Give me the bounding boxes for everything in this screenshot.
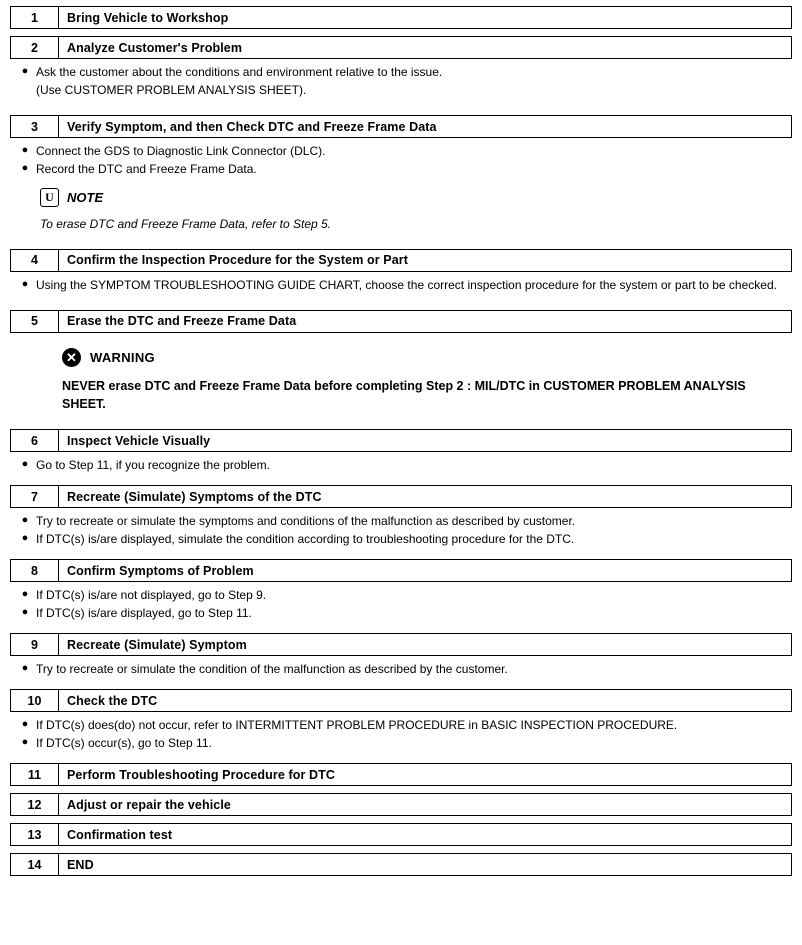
- step-14-title: END: [67, 857, 94, 872]
- step-7-header: [10, 485, 792, 508]
- list-item-text: Go to Step 11, if you recognize the problem.: [36, 458, 270, 473]
- bullet-icon: ●: [21, 736, 29, 749]
- bullet-icon: ●: [21, 458, 29, 471]
- step-5-title: Erase the DTC and Freeze Frame Data: [67, 314, 297, 329]
- step-10: [10, 689, 792, 752]
- bullet-icon: ●: [21, 588, 29, 601]
- step-5-body: [10, 333, 792, 413]
- warning-icon: ✕: [62, 348, 81, 367]
- warning-text: NEVER erase DTC and Freeze Frame Data before completing Step 2 : MIL/DTC in CUSTOMER PROBLEM ANALYSIS SHEET.: [62, 378, 746, 412]
- list-item: [14, 457, 786, 474]
- step-2: [10, 36, 792, 99]
- step-6: [10, 429, 792, 474]
- list-item: [14, 661, 786, 678]
- step-12-number: 12: [11, 794, 59, 815]
- list-item-text: Ask the customer about the conditions and environment relative to the issue.: [36, 65, 443, 79]
- step-11-header: [10, 763, 792, 786]
- note-label: NOTE: [67, 190, 104, 206]
- step-2-note-text: (Use CUSTOMER PROBLEM ANALYSIS SHEET).: [36, 83, 307, 98]
- note-text: To erase DTC and Freeze Frame Data, refer to Step 5.: [40, 217, 332, 232]
- bullet-icon: ●: [21, 162, 29, 175]
- step-3-header: [10, 115, 792, 138]
- list-item: [14, 735, 786, 752]
- step-4: [10, 249, 792, 294]
- step-3: [10, 115, 792, 233]
- step-2-header: [10, 36, 792, 59]
- step-13: [10, 823, 792, 846]
- step-11-title: Perform Troubleshooting Procedure for DTC: [67, 767, 336, 782]
- step-2-number: 2: [11, 37, 59, 58]
- list-item-text: If DTC(s) occur(s), go to Step 11.: [36, 736, 212, 751]
- warning-label: WARNING: [90, 349, 155, 365]
- list-item-text: If DTC(s) is/are displayed, go to Step 11.: [36, 606, 252, 621]
- step-6-body: [10, 452, 792, 474]
- step-11-number: 11: [11, 764, 59, 785]
- step-13-title: Confirmation test: [67, 827, 173, 842]
- note-header: [40, 188, 786, 207]
- step-4-title: Confirm the Inspection Procedure for the System or Part: [67, 253, 408, 268]
- step-13-number: 13: [11, 824, 59, 845]
- step-2-title: Analyze Customer's Problem: [67, 40, 243, 55]
- step-6-header: [10, 429, 792, 452]
- warning-callout: [62, 348, 786, 413]
- note-callout: [40, 188, 786, 233]
- step-10-header: [10, 689, 792, 712]
- list-item: [14, 587, 786, 604]
- list-item-text: If DTC(s) is/are displayed, simulate the condition according to troubleshooting procedure for the DTC.: [36, 532, 575, 547]
- list-item: [14, 605, 786, 622]
- step-1-header: [10, 6, 792, 29]
- step-3-title: Verify Symptom, and then Check DTC and Freeze Frame Data: [67, 119, 437, 134]
- step-9-body: [10, 656, 792, 678]
- step-12: [10, 793, 792, 816]
- step-14: [10, 853, 792, 876]
- bullet-icon: ●: [21, 514, 29, 527]
- list-item-text: Using the SYMPTOM TROUBLESHOOTING GUIDE CHART, choose the correct inspection procedure for the system or part to be checked.: [36, 277, 777, 292]
- step-10-number: 10: [11, 690, 59, 711]
- step-6-number: 6: [11, 430, 59, 451]
- list-item-text: Try to recreate or simulate the symptoms and conditions of the malfunction as described by customer.: [36, 514, 576, 529]
- bullet-icon: ●: [21, 718, 29, 731]
- step-8-body: [10, 582, 792, 622]
- bullet-icon: ●: [21, 65, 29, 77]
- step-4-number: 4: [11, 250, 59, 271]
- step-7-title: Recreate (Simulate) Symptoms of the DTC: [67, 489, 322, 504]
- step-8-header: [10, 559, 792, 582]
- list-item: [14, 161, 786, 178]
- list-item-text: If DTC(s) does(do) not occur, refer to INTERMITTENT PROBLEM PROCEDURE in BASIC INSPECTION PROCEDURE.: [36, 718, 678, 733]
- step-4-header: [10, 249, 792, 272]
- step-9: [10, 633, 792, 678]
- step-9-header: [10, 633, 792, 656]
- step-7: [10, 485, 792, 548]
- note-icon: U: [40, 188, 59, 207]
- list-item: [14, 531, 786, 548]
- step-12-header: [10, 793, 792, 816]
- step-1: [10, 6, 792, 29]
- list-item-text: Record the DTC and Freeze Frame Data.: [36, 162, 257, 177]
- step-10-title: Check the DTC: [67, 693, 158, 708]
- bullet-icon: ●: [21, 532, 29, 545]
- step-13-header: [10, 823, 792, 846]
- list-item: [14, 513, 786, 530]
- step-11: [10, 763, 792, 786]
- step-5-number: 5: [11, 311, 59, 332]
- bullet-icon: ●: [21, 144, 29, 157]
- step-8-title: Confirm Symptoms of Problem: [67, 563, 254, 578]
- step-7-number: 7: [11, 486, 59, 507]
- list-item-text: Connect the GDS to Diagnostic Link Connector (DLC).: [36, 144, 326, 159]
- step-9-number: 9: [11, 634, 59, 655]
- step-9-title: Recreate (Simulate) Symptom: [67, 637, 247, 652]
- bullet-icon: ●: [21, 277, 29, 290]
- step-1-title: Bring Vehicle to Workshop: [67, 10, 229, 25]
- step-14-number: 14: [11, 854, 59, 875]
- step-5-header: [10, 310, 792, 333]
- step-8: [10, 559, 792, 622]
- step-1-number: 1: [11, 7, 59, 28]
- step-5: [10, 310, 792, 413]
- step-12-title: Adjust or repair the vehicle: [67, 797, 231, 812]
- troubleshooting-procedure-document: [10, 0, 792, 876]
- step-6-title: Inspect Vehicle Visually: [67, 433, 211, 448]
- list-item-text: Try to recreate or simulate the condition of the malfunction as described by the customer.: [36, 662, 508, 677]
- step-2-body: [10, 59, 792, 99]
- warning-header: [62, 348, 786, 367]
- bullet-icon: ●: [21, 606, 29, 619]
- step-7-body: [10, 508, 792, 548]
- step-3-body: [10, 138, 792, 233]
- step-3-number: 3: [11, 116, 59, 137]
- bullet-icon: ●: [21, 662, 29, 675]
- step-8-number: 8: [11, 560, 59, 581]
- step-14-header: [10, 853, 792, 876]
- list-item: [14, 64, 786, 81]
- list-item: [14, 143, 786, 160]
- step-4-body: [10, 272, 792, 294]
- list-item: [14, 277, 786, 294]
- list-item: [14, 717, 786, 734]
- list-item-text: If DTC(s) is/are not displayed, go to Step 9.: [36, 588, 267, 603]
- step-10-body: [10, 712, 792, 752]
